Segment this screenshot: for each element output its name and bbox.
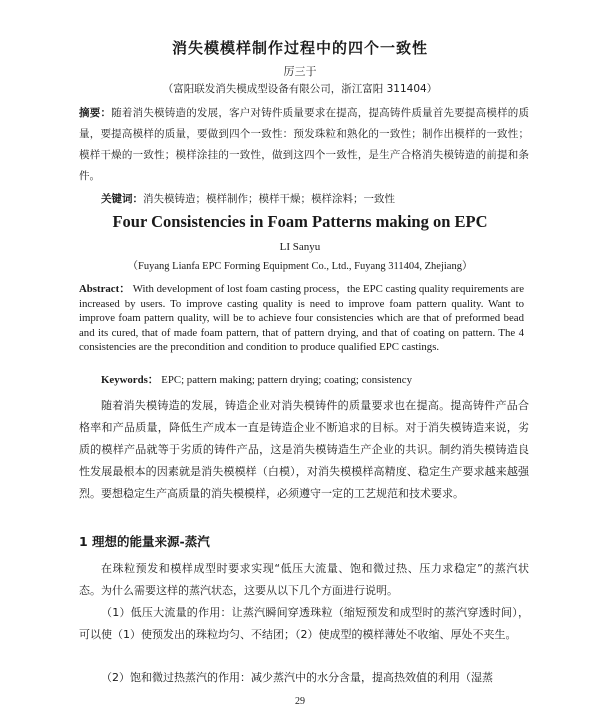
chinese-abstract-label: 摘要：	[79, 107, 112, 119]
english-keywords-text: EPC; pattern making; pattern drying; coating; consistency	[158, 374, 412, 386]
english-abstract	[79, 282, 524, 355]
chinese-affiliation: （富阳联发消失模成型设备有限公司，浙江富阳 311404）	[162, 83, 438, 95]
english-abstract-text: With development of lost foam casting process，the EPC casting quality requirements are increased by users. To improve casting quality is need to improve foam pattern quality. Want to improve foam pattern quality, will be to achieve four consistencies which are that of preformed bead and its cured, that of made foam pattern, that of pattern drying, and that of coating on pattern. The 4 consistencies are the precondition and condition to produce qualified EPC castings.	[79, 283, 524, 354]
chinese-abstract-text: 随着消失模铸造的发展，客户对铸件质量要求在提高，提高铸件质量首先要提高模样的质量，要提高模样的质量，要做到四个一致性：预发珠粒和熟化的一致性；制作出模样的一致性；模样干燥的一致性；模样涂挂的一致性，做到这四个一致性，是生产合格消失模铸造的前提和条件。	[79, 107, 530, 182]
chinese-keywords-text: 消失模铸造；模样制作；模样干燥；模样涂料；一致性	[143, 193, 395, 205]
english-abstract-label: Abstract：	[79, 283, 131, 295]
english-title: Four Consistencies in Foam Patterns making on EPC	[112, 212, 488, 231]
english-keywords-label: Keywords：	[101, 374, 159, 386]
page-number: 29	[295, 696, 305, 707]
chinese-author: 厉三于	[283, 65, 317, 78]
body-paragraph-saturated-steam: （2）饱和微过热蒸汽的作用：减少蒸汽中的水分含量，提高热效值的利用（湿蒸	[101, 671, 493, 684]
chinese-keywords-label: 关键词：	[101, 193, 143, 205]
chinese-abstract	[79, 103, 529, 187]
body-paragraph-intro: 随着消失模铸造的发展，铸造企业对消失模铸件的质量要求也在提高。提高铸件产品合格率和产品质量，降低生产成本一直是铸造企业不断追求的目标。对于消失模铸造来说，劣质的模样产品就等于劣质的铸件产品，这是消失模铸造生产企业的共识。制约消失模铸造良性发展最根本的因素就是消失模模样（白模），对消失模模样高精度、稳定生产要求越来越强烈。要想稳定生产高质量的消失模模样，必须遵守一定的工艺规范和技术要求。	[79, 399, 529, 500]
english-keywords	[101, 372, 412, 387]
body-paragraph-steam-state: 在珠粒预发和模样成型时要求实现“低压大流量、饱和微过热、压力求稳定”的蒸汽状态。为什么需要这样的蒸汽状态，这要从以下几个方面进行说明。	[79, 562, 529, 597]
body-paragraph-low-pressure: （1）低压大流量的作用：让蒸汽瞬间穿透珠粒（缩短预发和成型时的蒸汽穿透时间），可以使（1）使预发出的珠粒均匀、不结团；（2）使成型的模样薄处不收缩、厚处不夹生。	[79, 606, 529, 641]
chinese-title: 消失模模样制作过程中的四个一致性	[171, 39, 428, 57]
english-affiliation: （Fuyang Lianfa EPC Forming Equipment Co., Ltd., Fuyang 311404, Zhejiang）	[127, 261, 473, 272]
chinese-keywords	[101, 191, 395, 206]
english-author: LI Sanyu	[279, 241, 321, 253]
section-heading-1: 1 理想的能量来源-蒸汽	[79, 534, 210, 549]
